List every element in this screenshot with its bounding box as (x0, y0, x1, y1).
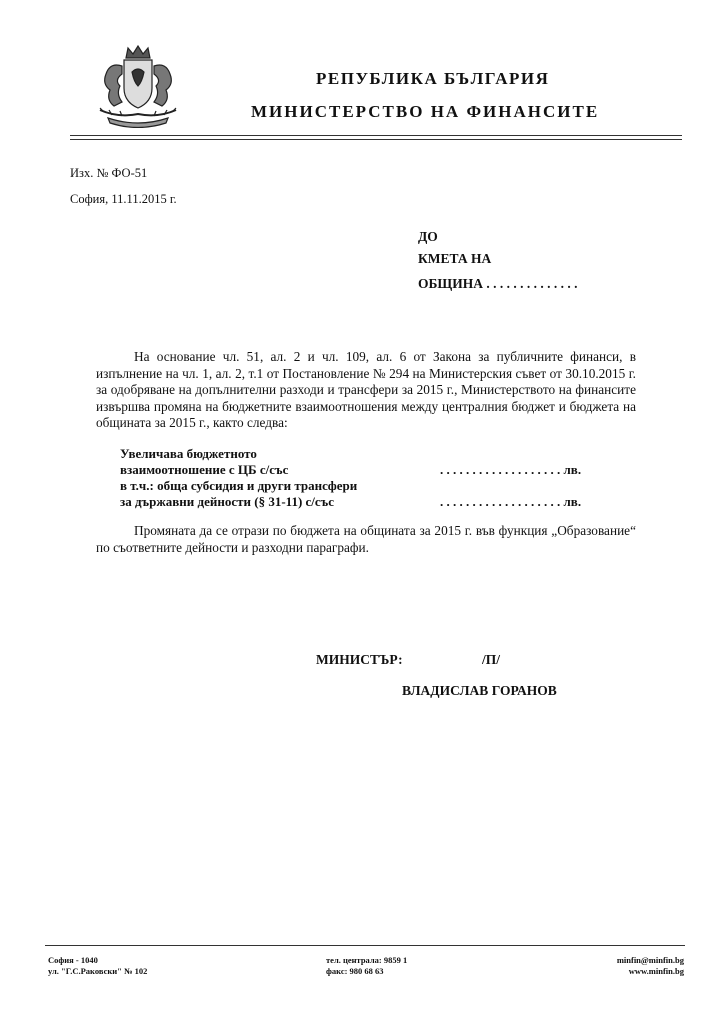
footer-street: ул. "Г.С.Раковски" № 102 (48, 966, 148, 976)
body-paragraph-2: Промяната да се отрази по бюджета на общината за 2015 г. във функция „Образование“ по съответните дейности и разходни параграфи. (96, 523, 636, 555)
header-divider-bottom (70, 139, 682, 140)
header-divider-top (70, 135, 682, 136)
increase-line-4: за държавни дейности (§ 31-11) с/със (120, 494, 335, 509)
amount-field-2: . . . . . . . . . . . . . . . . . . . лв. (440, 494, 582, 509)
footer-address (48, 955, 147, 977)
footer-contacts (560, 955, 684, 977)
body-paragraph-1: На основание чл. 51, ал. 2 и чл. 109, ал. 6 от Закона за публичните финанси, в изпълнение на чл. 1, ал. 2, т.1 от Постановление № 294 на Министерския съвет от 30.10.2015 г. за одобряване на допълнителни разходи и трансфери за 2015 г., Министерството на финансите извършва промяна на бюджетните взаимоотношения между централния бюджет и бюджета на общината за 2015 г., както следва: (96, 349, 636, 430)
footer-divider (45, 945, 685, 946)
place-date: София, 11.11.2015 г. (70, 192, 177, 206)
footer-fax: факс: 980 68 63 (326, 966, 384, 976)
footer-phone: тел. централа: 9859 1 (326, 955, 408, 965)
ministry-title: МИНИСТЕРСТВО НА ФИНАНСИТЕ (251, 102, 600, 121)
increase-line-2: взаимоотношение с ЦБ с/със (120, 462, 289, 477)
footer-city: София - 1040 (48, 955, 98, 965)
address-mayor: КМЕТА НА (418, 251, 492, 266)
footer-email: minfin@minfin.bg (616, 955, 684, 965)
minister-name: ВЛАДИСЛАВ ГОРАНОВ (402, 683, 557, 698)
address-to: ДО (418, 229, 438, 244)
footer-website: www.minfin.bg (628, 966, 684, 976)
increase-line-1: Увеличава бюджетното (120, 446, 257, 461)
amount-field-1: . . . . . . . . . . . . . . . . . . . лв. (440, 462, 582, 477)
coat-of-arms-logo (88, 44, 188, 128)
minister-title: МИНИСТЪР: (316, 652, 403, 667)
reference-number: Изх. № ФО-51 (70, 166, 148, 180)
signature-mark: /П/ (482, 652, 501, 667)
republic-title: РЕПУБЛИКА БЪЛГАРИЯ (316, 69, 550, 88)
footer-phones (326, 955, 407, 977)
address-municipality: ОБЩИНА . . . . . . . . . . . . . . (418, 276, 578, 291)
increase-line-3: в т.ч.: обща субсидия и други трансфери (120, 478, 358, 493)
